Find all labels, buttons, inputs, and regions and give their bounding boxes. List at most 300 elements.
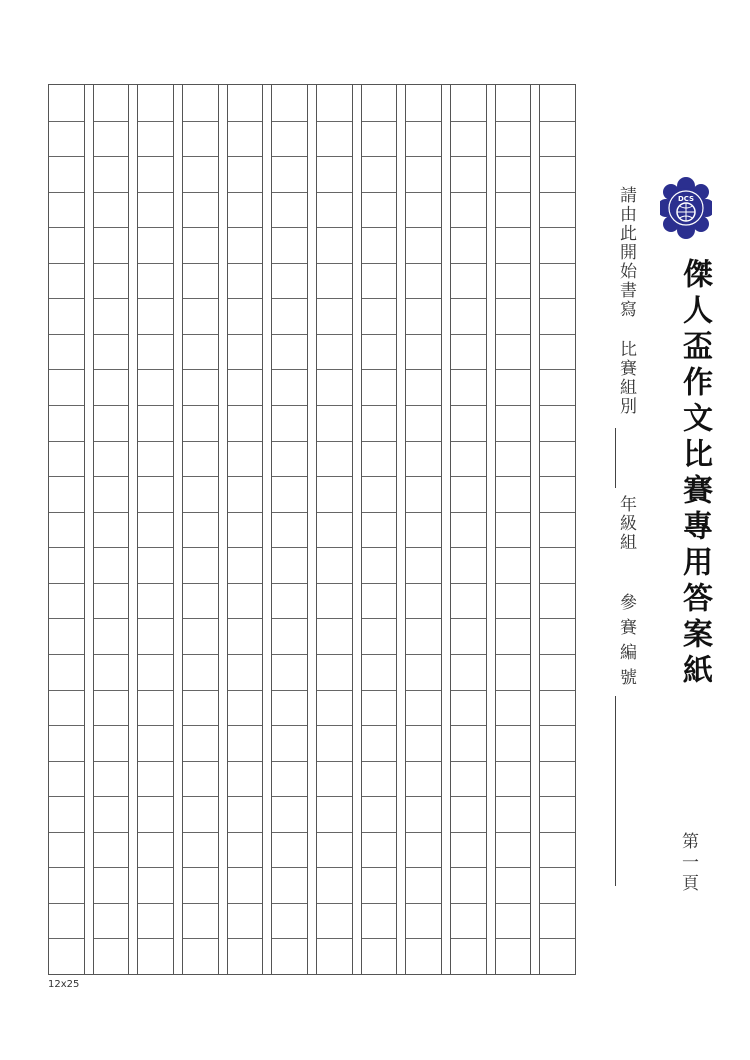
grid-row-line bbox=[272, 334, 307, 335]
grid-row-line bbox=[496, 725, 531, 726]
grid-row-line bbox=[272, 476, 307, 477]
grid-row-line bbox=[540, 405, 575, 406]
grid-row-line bbox=[228, 547, 263, 548]
grid-row-line bbox=[317, 156, 352, 157]
grid-row-line bbox=[94, 832, 129, 833]
grid-row-line bbox=[94, 938, 129, 939]
grid-row-line bbox=[406, 832, 441, 833]
grid-row-line bbox=[362, 654, 397, 655]
grid-row-line bbox=[94, 227, 129, 228]
grid-row-line bbox=[540, 512, 575, 513]
grid-row-line bbox=[540, 583, 575, 584]
grid-row-line bbox=[272, 227, 307, 228]
grid-row-line bbox=[49, 547, 84, 548]
grid-row-line bbox=[496, 938, 531, 939]
grid-row-line bbox=[138, 512, 173, 513]
grid-row-line bbox=[362, 583, 397, 584]
grid-row-line bbox=[317, 547, 352, 548]
grid-row-line bbox=[451, 369, 486, 370]
grid-row-line bbox=[451, 441, 486, 442]
grid-row-line bbox=[138, 761, 173, 762]
grid-row-line bbox=[406, 618, 441, 619]
grid-column-border bbox=[352, 85, 353, 974]
grid-row-line bbox=[138, 334, 173, 335]
grid-row-line bbox=[94, 156, 129, 157]
grid-row-line bbox=[451, 618, 486, 619]
grid-row-line bbox=[362, 725, 397, 726]
grid-column[interactable] bbox=[272, 85, 307, 974]
grid-row-line bbox=[406, 761, 441, 762]
group-fill-line[interactable] bbox=[615, 428, 616, 488]
grid-row-line bbox=[183, 369, 218, 370]
grid-row-line bbox=[228, 938, 263, 939]
grid-row-line bbox=[451, 583, 486, 584]
grid-row-line bbox=[317, 227, 352, 228]
grid-row-line bbox=[272, 263, 307, 264]
grid-row-line bbox=[406, 690, 441, 691]
grid-row-line bbox=[451, 263, 486, 264]
grid-row-line bbox=[362, 156, 397, 157]
grid-row-line bbox=[406, 405, 441, 406]
start-writing-instruction: 請由此開始書寫 bbox=[616, 186, 636, 319]
grid-row-line bbox=[183, 832, 218, 833]
grid-row-line bbox=[94, 512, 129, 513]
grid-row-line bbox=[138, 192, 173, 193]
grid-row-line bbox=[94, 654, 129, 655]
grid-row-line bbox=[317, 618, 352, 619]
grid-column-border bbox=[530, 85, 531, 974]
grid-row-line bbox=[362, 690, 397, 691]
grid-row-line bbox=[272, 867, 307, 868]
grid-row-line bbox=[228, 832, 263, 833]
grid-row-line bbox=[138, 654, 173, 655]
grid-row-line bbox=[138, 725, 173, 726]
grid-row-line bbox=[94, 725, 129, 726]
grid-size-label: 12x25 bbox=[48, 979, 80, 990]
logo-text: DCS bbox=[677, 195, 695, 203]
writing-grid[interactable] bbox=[48, 84, 576, 975]
grid-row-line bbox=[496, 796, 531, 797]
grid-row-line bbox=[317, 725, 352, 726]
grid-row-line bbox=[451, 796, 486, 797]
grid-row-line bbox=[138, 263, 173, 264]
grid-row-line bbox=[228, 867, 263, 868]
grid-row-line bbox=[540, 725, 575, 726]
grid-row-line bbox=[272, 298, 307, 299]
grid-row-line bbox=[451, 867, 486, 868]
grid-column[interactable] bbox=[451, 85, 486, 974]
grid-row-line bbox=[496, 761, 531, 762]
grid-row-line bbox=[183, 547, 218, 548]
grid-row-line bbox=[496, 867, 531, 868]
grid-row-line bbox=[138, 227, 173, 228]
grid-row-line bbox=[94, 334, 129, 335]
grade-group-label: 年級組 bbox=[616, 495, 636, 552]
grid-column-border bbox=[173, 85, 174, 974]
grid-row-line bbox=[49, 832, 84, 833]
grid-column[interactable] bbox=[183, 85, 218, 974]
grid-row-line bbox=[496, 121, 531, 122]
grid-row-line bbox=[362, 547, 397, 548]
grid-row-line bbox=[94, 441, 129, 442]
grid-row-line bbox=[138, 547, 173, 548]
grid-row-line bbox=[94, 547, 129, 548]
grid-row-line bbox=[362, 192, 397, 193]
grid-row-line bbox=[272, 938, 307, 939]
grid-row-line bbox=[49, 263, 84, 264]
grid-row-line bbox=[540, 441, 575, 442]
grid-row-line bbox=[362, 405, 397, 406]
grid-row-line bbox=[451, 512, 486, 513]
grid-row-line bbox=[228, 334, 263, 335]
grid-row-line bbox=[228, 298, 263, 299]
grid-row-line bbox=[451, 761, 486, 762]
grid-row-line bbox=[49, 156, 84, 157]
grid-column[interactable] bbox=[317, 85, 352, 974]
grid-row-line bbox=[540, 690, 575, 691]
grid-row-line bbox=[496, 832, 531, 833]
grid-column[interactable] bbox=[94, 85, 129, 974]
grid-row-line bbox=[317, 263, 352, 264]
grid-row-line bbox=[540, 192, 575, 193]
grid-row-line bbox=[540, 761, 575, 762]
grid-row-line bbox=[272, 832, 307, 833]
grid-row-line bbox=[228, 192, 263, 193]
grid-row-line bbox=[49, 725, 84, 726]
grid-row-line bbox=[138, 476, 173, 477]
grid-row-line bbox=[272, 761, 307, 762]
grid-row-line bbox=[49, 796, 84, 797]
grid-row-line bbox=[272, 618, 307, 619]
grid-row-line bbox=[183, 725, 218, 726]
grid-row-line bbox=[272, 903, 307, 904]
grid-row-line bbox=[451, 547, 486, 548]
grid-row-line bbox=[94, 690, 129, 691]
grid-row-line bbox=[406, 476, 441, 477]
grid-row-line bbox=[451, 476, 486, 477]
grid-row-line bbox=[272, 796, 307, 797]
grid-row-line bbox=[406, 156, 441, 157]
grid-row-line bbox=[49, 405, 84, 406]
grid-row-line bbox=[317, 441, 352, 442]
grid-row-line bbox=[183, 903, 218, 904]
grid-column[interactable] bbox=[138, 85, 173, 974]
grid-row-line bbox=[317, 369, 352, 370]
grid-row-line bbox=[406, 583, 441, 584]
grid-row-line bbox=[228, 476, 263, 477]
grid-row-line bbox=[540, 369, 575, 370]
grid-column-border bbox=[396, 85, 397, 974]
grid-row-line bbox=[406, 796, 441, 797]
grid-row-line bbox=[496, 334, 531, 335]
grid-row-line bbox=[317, 512, 352, 513]
grid-row-line bbox=[317, 654, 352, 655]
grid-row-line bbox=[138, 867, 173, 868]
grid-row-line bbox=[228, 512, 263, 513]
grid-row-line bbox=[138, 441, 173, 442]
grid-row-line bbox=[317, 121, 352, 122]
grid-row-line bbox=[228, 369, 263, 370]
grid-row-line bbox=[49, 903, 84, 904]
grid-row-line bbox=[540, 796, 575, 797]
grid-row-line bbox=[496, 654, 531, 655]
grid-row-line bbox=[540, 121, 575, 122]
grid-row-line bbox=[317, 903, 352, 904]
grid-column[interactable] bbox=[362, 85, 397, 974]
entry-number-fill-line[interactable] bbox=[615, 696, 616, 886]
grid-row-line bbox=[451, 405, 486, 406]
grid-row-line bbox=[451, 298, 486, 299]
grid-row-line bbox=[228, 583, 263, 584]
grid-row-line bbox=[362, 512, 397, 513]
grid-row-line bbox=[49, 369, 84, 370]
grid-row-line bbox=[138, 298, 173, 299]
grid-row-line bbox=[496, 405, 531, 406]
grid-row-line bbox=[406, 263, 441, 264]
grid-row-line bbox=[496, 476, 531, 477]
grid-row-line bbox=[317, 192, 352, 193]
grid-row-line bbox=[362, 832, 397, 833]
grid-column-border bbox=[84, 85, 85, 974]
grid-row-line bbox=[183, 441, 218, 442]
grid-row-line bbox=[540, 227, 575, 228]
grid-column[interactable] bbox=[228, 85, 263, 974]
grid-row-line bbox=[183, 618, 218, 619]
grid-row-line bbox=[228, 796, 263, 797]
grid-row-line bbox=[451, 156, 486, 157]
grid-row-line bbox=[228, 405, 263, 406]
grid-row-line bbox=[272, 583, 307, 584]
grid-row-line bbox=[496, 583, 531, 584]
grid-row-line bbox=[272, 192, 307, 193]
grid-row-line bbox=[406, 334, 441, 335]
grid-row-line bbox=[317, 867, 352, 868]
grid-row-line bbox=[317, 938, 352, 939]
grid-row-line bbox=[540, 476, 575, 477]
grid-row-line bbox=[317, 405, 352, 406]
grid-row-line bbox=[496, 192, 531, 193]
grid-row-line bbox=[406, 227, 441, 228]
grid-row-line bbox=[183, 476, 218, 477]
grid-row-line bbox=[406, 369, 441, 370]
grid-row-line bbox=[540, 654, 575, 655]
grid-row-line bbox=[183, 405, 218, 406]
grid-row-line bbox=[317, 690, 352, 691]
grid-row-line bbox=[183, 298, 218, 299]
grid-row-line bbox=[272, 156, 307, 157]
grid-row-line bbox=[49, 192, 84, 193]
grid-row-line bbox=[362, 263, 397, 264]
grid-row-line bbox=[406, 192, 441, 193]
grid-row-line bbox=[406, 121, 441, 122]
grid-row-line bbox=[94, 476, 129, 477]
grid-row-line bbox=[540, 618, 575, 619]
grid-row-line bbox=[49, 227, 84, 228]
grid-row-line bbox=[183, 156, 218, 157]
grid-row-line bbox=[496, 512, 531, 513]
grid-row-line bbox=[138, 832, 173, 833]
grid-row-line bbox=[362, 298, 397, 299]
grid-row-line bbox=[540, 334, 575, 335]
grid-row-line bbox=[228, 121, 263, 122]
page-title: 傑人盃作文比賽專用答案紙 bbox=[677, 258, 712, 690]
grid-row-line bbox=[406, 298, 441, 299]
grid-column[interactable] bbox=[49, 85, 84, 974]
grid-row-line bbox=[362, 369, 397, 370]
grid-row-line bbox=[451, 690, 486, 691]
grid-row-line bbox=[94, 121, 129, 122]
entry-number-label: 參賽編號 bbox=[616, 593, 636, 693]
grid-row-line bbox=[183, 263, 218, 264]
grid-row-line bbox=[362, 938, 397, 939]
grid-row-line bbox=[228, 761, 263, 762]
grid-row-line bbox=[183, 227, 218, 228]
grid-row-line bbox=[94, 761, 129, 762]
grid-row-line bbox=[228, 227, 263, 228]
grid-row-line bbox=[496, 441, 531, 442]
grid-row-line bbox=[406, 547, 441, 548]
grid-row-line bbox=[317, 476, 352, 477]
grid-row-line bbox=[272, 441, 307, 442]
grid-row-line bbox=[451, 227, 486, 228]
grid-row-line bbox=[49, 298, 84, 299]
grid-row-line bbox=[49, 583, 84, 584]
grid-row-line bbox=[49, 690, 84, 691]
grid-row-line bbox=[138, 903, 173, 904]
grid-row-line bbox=[49, 476, 84, 477]
grid-row-line bbox=[540, 263, 575, 264]
grid-column-border bbox=[486, 85, 487, 974]
grid-row-line bbox=[272, 369, 307, 370]
page-number-label: 第一頁 bbox=[678, 832, 698, 895]
grid-row-line bbox=[272, 512, 307, 513]
grid-row-line bbox=[183, 654, 218, 655]
grid-row-line bbox=[228, 156, 263, 157]
grid-row-line bbox=[406, 441, 441, 442]
grid-row-line bbox=[94, 618, 129, 619]
grid-row-line bbox=[272, 654, 307, 655]
grid-row-line bbox=[451, 121, 486, 122]
grid-row-line bbox=[138, 405, 173, 406]
grid-row-line bbox=[183, 334, 218, 335]
grid-row-line bbox=[272, 725, 307, 726]
grid-row-line bbox=[496, 690, 531, 691]
grid-row-line bbox=[228, 618, 263, 619]
grid-row-line bbox=[496, 263, 531, 264]
grid-row-line bbox=[540, 832, 575, 833]
grid-row-line bbox=[228, 903, 263, 904]
grid-row-line bbox=[362, 903, 397, 904]
grid-row-line bbox=[317, 334, 352, 335]
grid-row-line bbox=[362, 796, 397, 797]
grid-row-line bbox=[183, 690, 218, 691]
grid-row-line bbox=[496, 298, 531, 299]
grid-row-line bbox=[362, 334, 397, 335]
grid-row-line bbox=[406, 867, 441, 868]
grid-row-line bbox=[451, 725, 486, 726]
grid-row-line bbox=[183, 583, 218, 584]
grid-row-line bbox=[49, 938, 84, 939]
grid-row-line bbox=[94, 796, 129, 797]
grid-row-line bbox=[49, 761, 84, 762]
competition-group-label: 比賽組別 bbox=[616, 340, 636, 416]
grid-row-line bbox=[228, 263, 263, 264]
grid-row-line bbox=[138, 796, 173, 797]
grid-row-line bbox=[496, 547, 531, 548]
grid-row-line bbox=[138, 156, 173, 157]
grid-row-line bbox=[317, 761, 352, 762]
grid-row-line bbox=[138, 121, 173, 122]
grid-row-line bbox=[451, 334, 486, 335]
grid-column-border bbox=[307, 85, 308, 974]
grid-row-line bbox=[183, 867, 218, 868]
grid-row-line bbox=[138, 938, 173, 939]
grid-row-line bbox=[49, 121, 84, 122]
grid-row-line bbox=[138, 690, 173, 691]
grid-row-line bbox=[94, 369, 129, 370]
grid-column-border bbox=[441, 85, 442, 974]
grid-column[interactable] bbox=[540, 85, 575, 974]
grid-row-line bbox=[496, 227, 531, 228]
grid-column[interactable] bbox=[406, 85, 441, 974]
grid-row-line bbox=[228, 725, 263, 726]
grid-row-line bbox=[94, 263, 129, 264]
grid-row-line bbox=[228, 441, 263, 442]
grid-row-line bbox=[94, 903, 129, 904]
grid-row-line bbox=[362, 618, 397, 619]
grid-row-line bbox=[540, 867, 575, 868]
grid-column-border bbox=[218, 85, 219, 974]
grid-row-line bbox=[49, 867, 84, 868]
grid-row-line bbox=[540, 547, 575, 548]
grid-row-line bbox=[540, 938, 575, 939]
grid-row-line bbox=[406, 654, 441, 655]
grid-row-line bbox=[317, 796, 352, 797]
dcs-emblem-icon bbox=[660, 172, 712, 244]
grid-row-line bbox=[228, 690, 263, 691]
grid-row-line bbox=[94, 867, 129, 868]
grid-row-line bbox=[362, 441, 397, 442]
grid-row-line bbox=[49, 441, 84, 442]
grid-row-line bbox=[362, 761, 397, 762]
grid-row-line bbox=[451, 903, 486, 904]
grid-row-line bbox=[94, 405, 129, 406]
grid-row-line bbox=[183, 121, 218, 122]
grid-row-line bbox=[540, 298, 575, 299]
grid-row-line bbox=[183, 192, 218, 193]
grid-row-line bbox=[451, 192, 486, 193]
grid-row-line bbox=[406, 725, 441, 726]
grid-row-line bbox=[362, 867, 397, 868]
grid-row-line bbox=[406, 938, 441, 939]
grid-column-border bbox=[262, 85, 263, 974]
grid-row-line bbox=[272, 547, 307, 548]
grid-row-line bbox=[540, 156, 575, 157]
grid-row-line bbox=[496, 156, 531, 157]
grid-row-line bbox=[138, 369, 173, 370]
grid-row-line bbox=[540, 903, 575, 904]
grid-row-line bbox=[362, 121, 397, 122]
grid-row-line bbox=[317, 583, 352, 584]
grid-column[interactable] bbox=[496, 85, 531, 974]
grid-row-line bbox=[317, 832, 352, 833]
grid-row-line bbox=[228, 654, 263, 655]
grid-row-line bbox=[49, 512, 84, 513]
grid-row-line bbox=[451, 938, 486, 939]
grid-row-line bbox=[272, 121, 307, 122]
grid-row-line bbox=[183, 796, 218, 797]
grid-row-line bbox=[451, 654, 486, 655]
